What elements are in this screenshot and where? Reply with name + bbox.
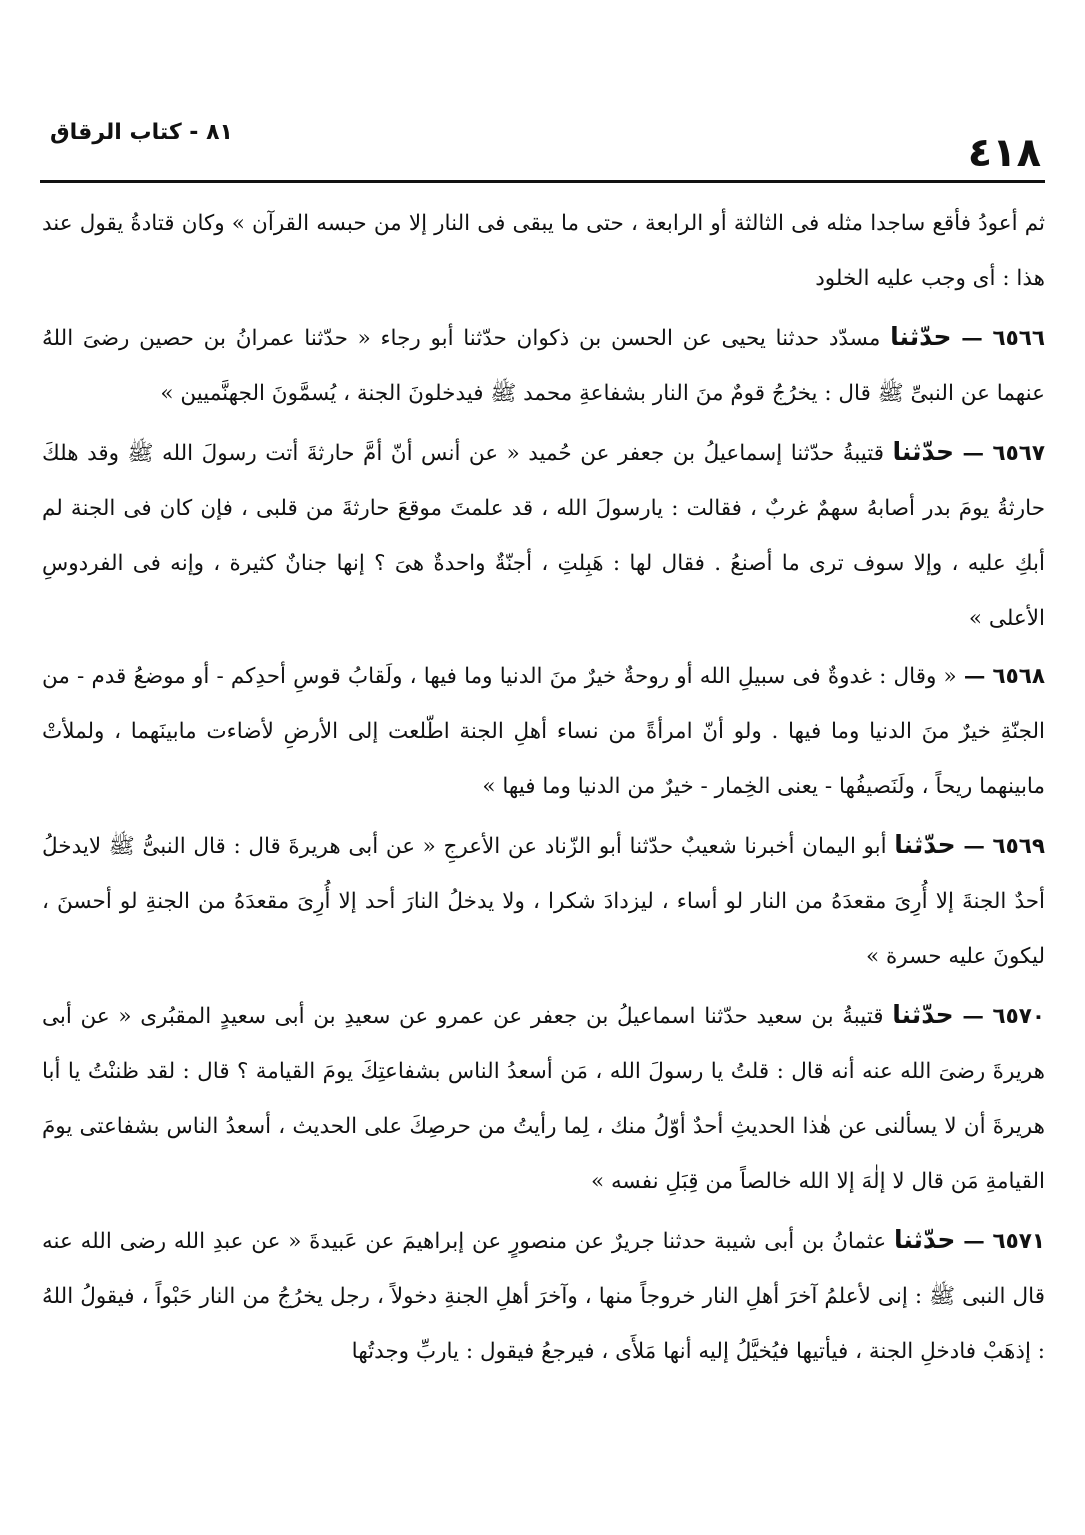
hadith-text: عثمانُ بن أبى شيبة حدثنا جريرٌ عن منصورٍ عن إبراهيمَ عن عَبيدةَ « عن عبدِ الله رضى الله عنه قال النبى ﷺ : إنى لأعلمُ آخرَ أهلِ النار خروجاً منها ، وآخرَ أهلِ الجنةِ دخولاً ، رجل يخرُجُ من النار حَبْواً ، فيقولُ اللهُ : إذهَبْ فادخلِ الجنة ، فيأتيها فيُخيَّلُ إليه أنها مَلأَى ، فيرجعُ فيقول : ياربِّ وجدتُها [42,1229,1045,1364]
hadith-keyword: حدّثنا [893,1225,956,1254]
hadith-keyword: حدّثنا [894,830,956,859]
hadith-text: قتيبةُ بن سعيد حدّثنا اسماعيلُ بن جعفر عن عمرو عن سعيدِ بن أبى سعيدٍ المقبُرى « عن أبى هريرةَ رضىَ الله عنه أنه قال : قلتُ يا رسولَ الله ، مَن أسعدُ الناس بشفاعتِكَ يومَ القيامة ؟ قال : لقد ظننْتُ يا أبا هريرةَ أن لا يسألنى عن هٰذا الحديثِ أحدٌ أوّلُ منك ، لِما رأيتُ من حرصِكَ على الحديث ، أسعدُ الناس بشفاعتى يومَ القيامةِ مَن قال لا إلٰهَ إلا الله خالصاً من قِبَلِ نفسه » [42,1004,1045,1194]
book-title: ٨١ - كتاب الرقاق [50,120,233,145]
hadith-number: ٦٥٦٩ [992,834,1045,859]
dash-separator: — [962,441,984,466]
hadith-text: « وقال : غدوةٌ فى سبيلِ الله أو روحةٌ خيرٌ منَ الدنيا وما فيها ، ولَقابُ قوسِ أحدِكم - أو موضعُ قدم - من الجنّةِ خيرٌ منَ الدنيا وما فيها . ولو أنّ امرأةً من نساء أهلِ الجنة اطّلعت إلى الأرضِ لأضاءت مابينَهما ، ولملأتْ مابينهما ريحاً ، ولَنَصيفُها - يعنى الخِمار - خيرٌ من الدنيا وما فيها » [42,664,1045,799]
hadith-text: قتيبةُ حدّثنا إسماعيلُ بن جعفر عن حُميد « عن أنس أنّ أمَّ حارثةَ أتت رسولَ الله ﷺ وقد هلكَ حارثةُ يومَ بدر أصابهُ سهمٌ غربٌ ، فقالت : يارسولَ الله ، قد علمتَ موقعَ حارثةَ من قلبى ، فإن كان فى الجنة لم أبكِ عليه ، وإلا سوف ترى ما أصنعُ . فقال لها : هَبِلتِ ، أجنّةٌ واحدةٌ هىَ ؟ إنها جنانٌ كثيرة ، وإنه فى الفردوسِ الأعلى » [42,441,1045,631]
hadith-number: ٦٥٧٠ [992,1004,1046,1029]
hadith-keyword: حدّثنا [892,1000,954,1029]
hadith-text: أبو اليمان أخبرنا شعيبٌ حدّثنا أبو الزّناد عن الأعرجِ « عن أبى هريرةَ قال : قال النبىُّ ﷺ لايدخلُ أحدٌ الجنةَ إلا أُرِىَ مقعدَهُ من النار لو أساء ، ليزدادَ شكرا ، ولا يدخلُ النارَ أحد إلا أُرِىَ مقعدَهُ من الجنةِ لو أحسنَ ، ليكونَ عليه حسرة » [42,834,1045,969]
hadith-6566 [42,309,1045,421]
page-number: ٤١٨ [967,130,1041,176]
hadith-keyword: حدّثنا [892,437,954,466]
hadith-number: ٦٥٦٧ [992,441,1045,466]
hadith-6568 [42,649,1045,814]
hadith-number: ٦٥٦٨ [992,664,1045,689]
hadith-6569 [42,817,1045,984]
dash-separator: — [962,1004,984,1029]
dash-separator: — [963,834,985,859]
hadith-6567 [42,424,1045,646]
hadith-6570 [42,987,1045,1209]
dash-separator: — [963,664,986,689]
page-body [42,196,1045,1495]
hadith-number: ٦٥٧١ [992,1229,1045,1254]
hadith-keyword: حدّثنا [890,322,952,351]
hadith-number: ٦٥٦٦ [992,326,1046,351]
hadith-text: مسدّد حدثنا يحيى عن الحسن بن ذكوان حدّثنا أبو رجاء « حدّثنا عمرانُ بن حصين رضىَ اللهُ عنهما عن النبىِّ ﷺ قال : يخرُجُ قومٌ منَ النار بشفاعةِ محمد ﷺ فيدخلونَ الجنة ، يُسمَّونَ الجهنَّميين » [42,326,1045,406]
dash-separator: — [961,326,983,351]
dash-separator: — [963,1229,985,1254]
page-header [40,112,1045,183]
hadith-6571 [42,1212,1045,1379]
intro-paragraph: ثم أعودُ فأقع ساجدا مثله فى الثالثة أو الرابعة ، حتى ما يبقى فى النار إلا من حبسه القرآن » وكان قتادةُ يقول عند هذا : أى وجب عليه الخلود [42,211,1045,291]
